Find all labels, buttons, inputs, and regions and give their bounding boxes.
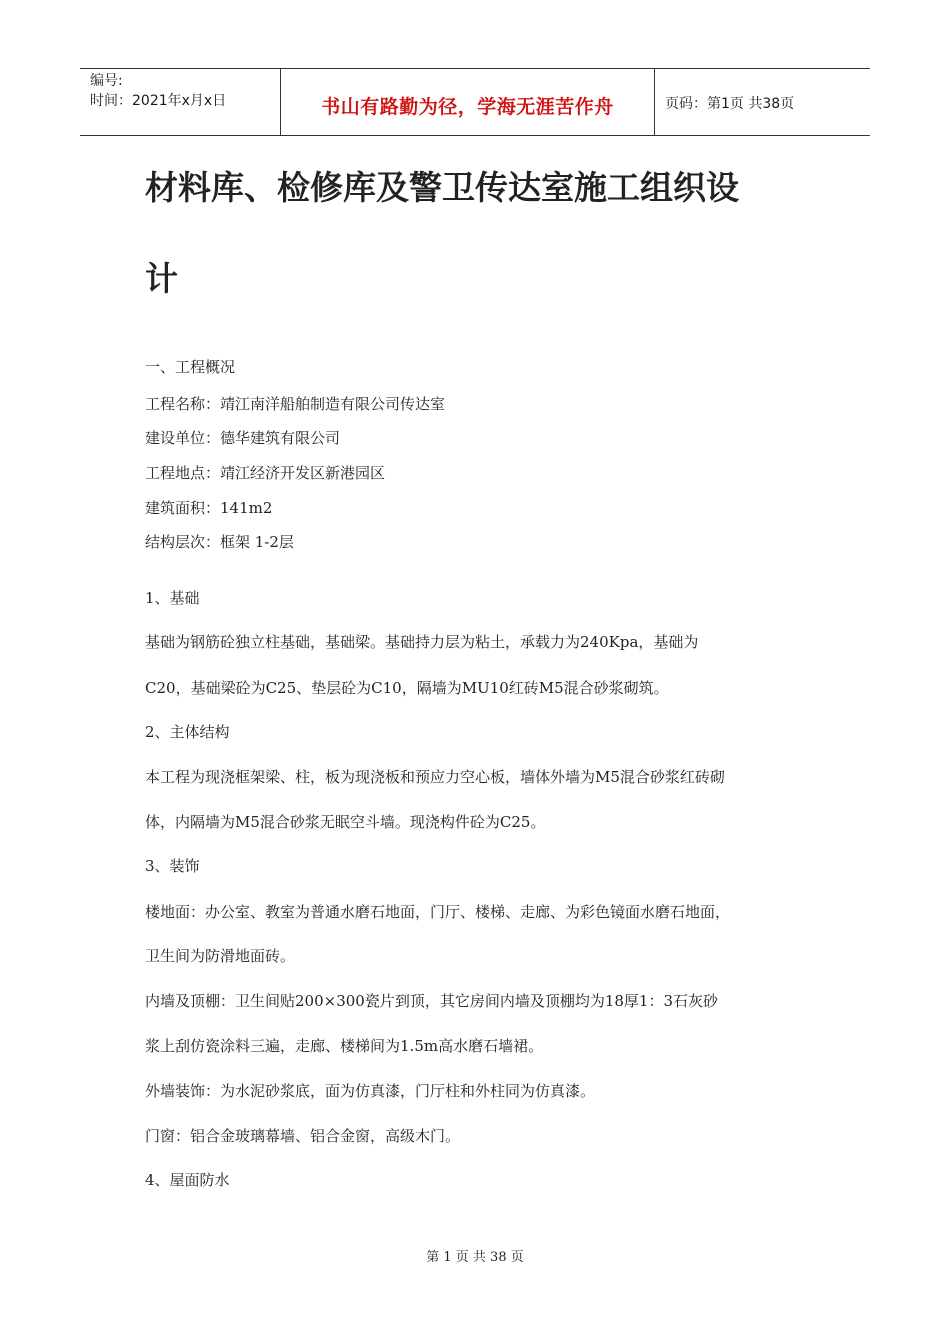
body-line: 卫生间为防滑地面砖。: [145, 947, 296, 965]
header-page-info: 页码：第1页 共38页: [665, 96, 795, 112]
section-heading-structure: 2、主体结构: [145, 723, 230, 741]
body-line: 浆上刮仿瓷涂料三遍，走廊、楼梯间为1.5m高水磨石墙裙。: [145, 1037, 544, 1055]
time-label: 时间：2021年x月x日: [90, 93, 227, 109]
header-motto-cell: [281, 69, 655, 135]
document-title-line-2: 计: [145, 259, 178, 298]
body-line: 内墙及顶棚：卫生间贴200×300瓷片到顶，其它房间内墙及顶棚均为18厚1：3石灰砂: [145, 992, 719, 1010]
section-heading-overview: 一、工程概况: [145, 358, 236, 376]
body-line: 建筑面积：141m2: [145, 499, 273, 517]
document-title-line-1: 材料库、检修库及警卫传达室施工组织设: [145, 168, 739, 207]
body-line: 楼地面：办公室、教室为普通水磨石地面，门厅、楼梯、走廊、为彩色镜面水磨石地面，: [145, 903, 731, 921]
body-line: 工程地点：靖江经济开发区新港园区: [145, 464, 386, 482]
body-line: 体，内隔墙为M5混合砂浆无眠空斗墙。现浇构件砼为C25。: [145, 813, 546, 831]
header-meta: [80, 69, 281, 135]
section-heading-foundation: 1、基础: [145, 589, 200, 607]
page-header: [80, 68, 870, 136]
body-line: 结构层次：框架 1-2层: [145, 533, 294, 551]
section-heading-roofing: 4、屋面防水: [145, 1171, 230, 1189]
body-line: 门窗：铝合金玻璃幕墙、铝合金窗，高级木门。: [145, 1127, 461, 1145]
number-label: 编号:: [90, 73, 123, 89]
body-line: 建设单位：德华建筑有限公司: [145, 429, 341, 447]
body-line: 基础为钢筋砼独立柱基础，基础梁。基础持力层为粘土，承载力为240Kpa，基础为: [145, 633, 699, 651]
page-footer: 第 1 页 共 38 页: [426, 1250, 524, 1265]
body-line: 本工程为现浇框架梁、柱，板为现浇板和预应力空心板，墙体外墙为M5混合砂浆红砖砌: [145, 768, 725, 786]
header-motto: 书山有路勤为径，学海无涯苦作舟: [321, 95, 614, 118]
body-line: C20，基础梁砼为C25、垫层砼为C10，隔墙为MU10红砖M5混合砂浆砌筑。: [145, 679, 669, 697]
body-line: 工程名称：靖江南洋船舶制造有限公司传达室: [145, 395, 446, 413]
section-heading-decoration: 3、装饰: [145, 857, 200, 875]
body-line: 外墙装饰：为水泥砂浆底，面为仿真漆，门厅柱和外柱同为仿真漆。: [145, 1082, 596, 1100]
